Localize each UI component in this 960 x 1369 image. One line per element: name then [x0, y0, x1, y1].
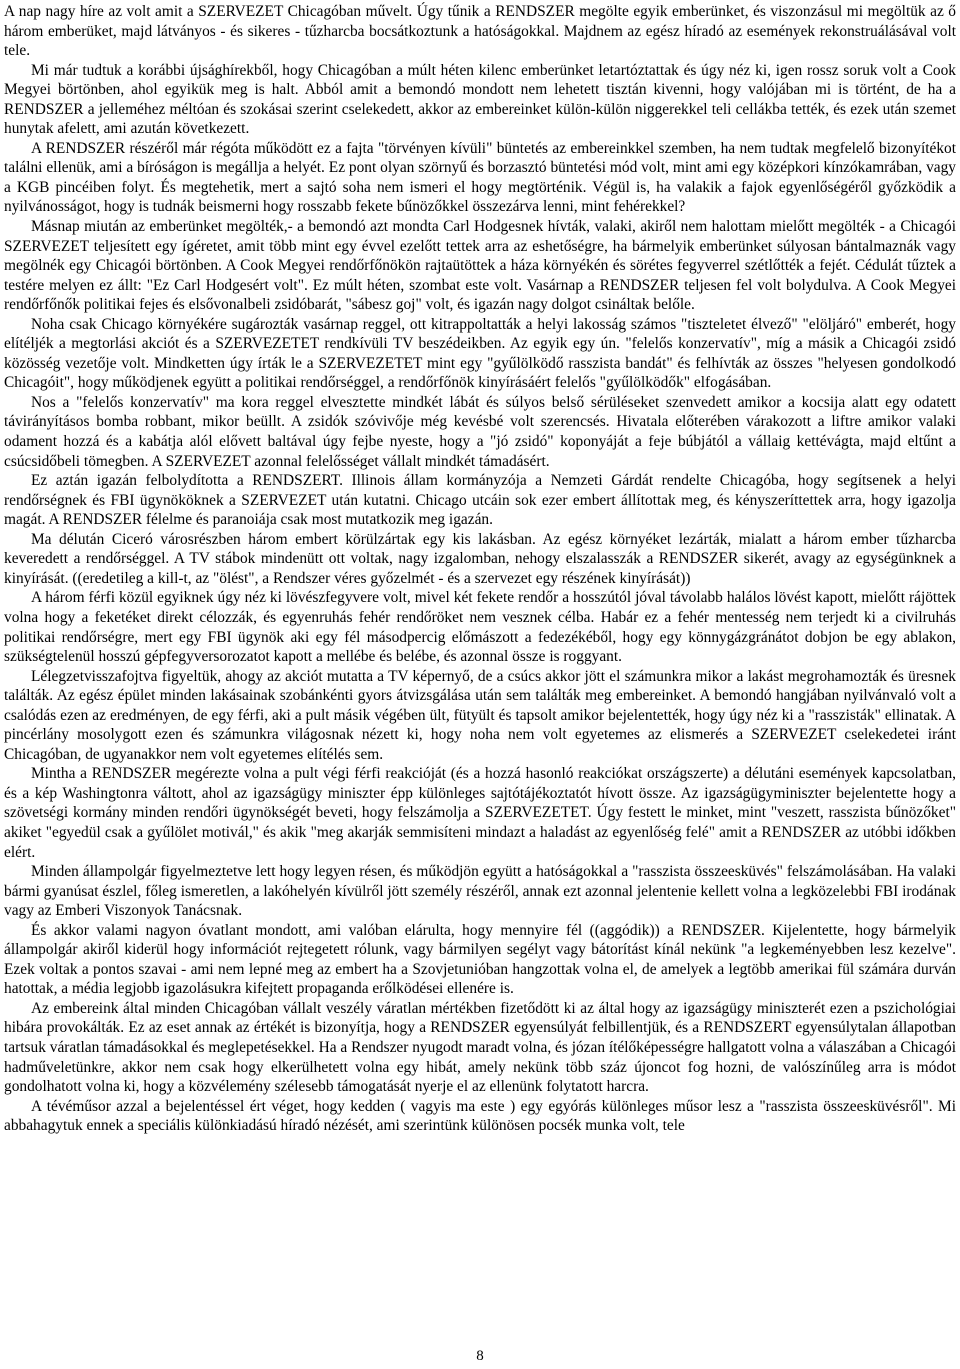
paragraph: A nap nagy híre az volt amit a SZERVEZET Chicagóban művelt. Úgy tűnik a RENDSZER megölte egyik emberünket, és viszonzásul mi megöltük az ő három emberüket, majd látványos - és sikeres - tűzharcba bocsátkoztunk a hatóságokkal. Majdnem az egész híradó az események rekonstruálásával volt tele.: [4, 3, 956, 60]
paragraph: Az embereink által minden Chicagóban vállalt veszély váratlan mértékben fizetődött ki az által hogy az igazságügy miniszterét ezen a pszichológiai hibára provokálták. Ez az eset annak az értékét is bizonyítja, hogy a RENDSZER egyensúlyát felbillentjük, és a RENDSZERT egyensúlytalan állapotban tartsuk váratlan támadásokkal és meglepetésekkel. Ha a Rendszer nyugodt maradt volna, és józan ítélőképességre hallgatott volna a válaszában a Chicagói hadműveletünkre, akkor nem csak hogy elkerülhetett volna egy hibát, amely nekünk több száz újoncot fog hozni, de valószínűleg arra is módot gondolhatott volna ki, hogy a közvélemény szélesebb támogatását nyerje el az ellenünk folytatott harcra.: [4, 999, 956, 1096]
paragraph: Lélegzetvisszafojtva figyeltük, ahogy az akciót mutatta a TV képernyő, de a csúcs akkor jött el számunkra mikor a lakást megrohamozták és üresnek találták. Az egész épület minden lakásainak szobánkénti gyors átvizsgálása után sem találták meg embereinket. A bemondó hangjában nyilvánvaló volt a csalódás ezen az eredményen, de egy férfi, aki a pult másik végében ült, fütyült és tapsolt amikor bejelentették, hogy úgy néz ki a "rasszisták" ellinatak. A pincérlány mosolygott ezen és számunkra világosnak nézett ki, hogy noha nem volt egyetemes az elismerés a SZERVEZET cselekedetei iránt Chicagóban, de ugyanakkor nem volt egyetemes elítélés sem.: [4, 667, 956, 763]
paragraph: Mi már tudtuk a korábbi újsághírekből, hogy Chicagóban a múlt héten kilenc emberünket letartóztattak és úgy néz ki, igen rossz soruk volt a Cook Megyei börtönben, ahol egyikük meg is halt. Abból amit a bemondó mondott nem lehetett tisztán kivenni, hogy valójában mi is történt, de ha a RENDSZER a jelleméhez méltóan és szokásai szerint cselekedett, akkor az embereinket külön-külön niggerekkel teli cellákba tették, és ezek után szemet hunytak afelett, ami azután következett.: [4, 61, 956, 138]
paragraph: Mintha a RENDSZER megérezte volna a pult végi férfi reakcióját (és a hozzá hasonló reakciókat országszerte) a délutáni események kapcsolatban, és a kép Washingtonra váltott, ahol az igazságügy miniszter épp különleges sajtótájékoztatót hívott össze. Az igazságügyminiszter bejelentette hogy a szövetségi kormány minden rendőri ügynökségét beveti, hogy felszámolja a SZERVEZETET. Úgy festett le minket, mint "veszett, rasszista bűnözőket" akiket "egyedül csak a gyűlölet motivál," és akik "meg akarják semmisíteni mindazt a haladást az egyenlőség felé" amit a RENDSZER az utóbbi időkben elért.: [4, 765, 956, 861]
document-page: [4, 2, 956, 1136]
paragraph: Ma délután Ciceró városrészben három embert körülzártak egy kis lakásban. Az egész környéket lezárták, mialatt a három ember tűzharcba keveredett a rendőrséggel. A TV stábok mindenütt ott voltak, nagy izgalomban, nehogy elszalasszák a RENDSZER sikerét, avagy az egységünknek a kinyírását. ((eredetileg a kill-t, az "ölést", a Rendszer véres győzelmét - és a szervezet egy részének kinyírását)): [4, 530, 956, 587]
paragraph: Noha csak Chicago környékére sugározták vasárnap reggel, ott kitrappoltatták a helyi lakosság számos "tiszteletet élvező" "elöljáró" emberét, hogy elítéljék a megtorlási akciót és a SZERVEZETET rendkívüli TV beszédeikben. Az egyik egy ún. "felelős konzervatív", míg a másik a Chicagói zsidó közösség vezetője volt. Mindketten úgy írták le a SZERVEZETET mint egy "gyűlölködő rasszista bandát" és felhívták az összes "helyesen gondolkodó Chicagóit", hogy működjenek együtt a politikai rendőrséggel, a rendőrfőnök kinyírásáért felelős "gyűlölködők" elfogásában.: [4, 315, 956, 392]
paragraph: A három férfi közül egyiknek úgy néz ki lövészfegyvere volt, mivel két fekete rendőr a hosszútól jóval távolabb halálos lövést kapott, mielőtt rájöttek volna hogy a feketéket direkt célozzák, és egyenruhás fehér rendőröket nem vesznek célba. Habár ez a fehér mentesség nem terjedt ki a civilruhás politikai rendőrségre, mert egy FBI ügynök aki egy fél másodpercig előmászott a fedezékéből, hogy egy könnygázgránátot dobjon be egy ablakon, szükségtelenül hosszú gépfegyversorozatot kapott a mellébe és belébe, és azonnal össze is roggyant.: [4, 589, 956, 666]
page-number: 8: [476, 1348, 484, 1364]
paragraph: A tévéműsor azzal a bejelentéssel ért véget, hogy kedden ( vagyis ma este ) egy egyórás különleges műsor lesz a "rasszista összeesküvésről". Mi abbahagytuk ennek a speciális különkiadású híradó nézését, ami szerintünk különösen pocsék munka volt, tele: [4, 1097, 956, 1135]
paragraph: Nos a "felelős konzervatív" ma kora reggel elvesztette mindkét lábát és súlyos belső sérüléseket szenvedett amikor a kocsija alatt egy odatett távirányításos bomba robbant, mikor beüllt. A zsidók szóvivője még kevésbé volt szerencsés. Hivatala előterében várakozott a liftre amikor valaki odament hozzá és a kabátja alól elővett baltával úgy fejbe nyeste, hogy a "jó zsidó" koponyáját a feje búbjától a vállaig kettévágta, majd eltűnt a csúcsidőbeli tömegben. A SZERVEZET azonnal felelősséget vállalt mindkét támadásért.: [4, 393, 956, 470]
paragraph: Minden állampolgár figyelmeztetve lett hogy legyen résen, és működjön együtt a hatóságokkal a "rasszista összeesküvés" felszámolásában. Ha valaki bármi gyanúsat észlel, főleg ismeretlen, a lakóhelyén kívülről jött személy részéről, annak ezt azonnal jelentenie kellett volna a legközelebbi FBI irodának vagy az Emberi Viszonyok Tanácsnak.: [4, 863, 956, 920]
paragraph: Ez aztán igazán felbolydította a RENDSZERT. Illinois állam kormányzója a Nemzeti Gárdát rendelte Chicagóba, hogy segítsenek a helyi rendőrségnek és FBI ügynököknek a SZERVEZET után kutatni. Chicago utcáin sok ezer embert állítottak meg, és kényszeríttettek arra, hogy igazolja magát. A RENDSZER félelme és paranoiája csak most mutatkozik meg igazán.: [4, 472, 956, 529]
paragraph: Másnap miután az emberünket megölték,- a bemondó azt mondta Carl Hodgesnek hívták, valaki, akiről nem halottam mielőtt megölték - a Chicagói SZERVEZET teljesített egy ígéretet, amit több mint egy évvel ezelőtt tettek arra az eshetőségre, ha bármelyik emberünket súlyosan bántalmaznák vagy megölnék egy Chicagói börtönben. A Cook Megyei rendőrfőnökön rajtaütöttek a háza környékén és sörétes fegyverrel szétlőtték a fejét. Cédulát tűztek a testére melyen ez állt: "Ez Carl Hodgesért volt". Ez múlt héten, szombat este volt. Vasárnap a RENDSZER teljesen fel volt bolydulva. A Cook Megyei rendőrfőnők politikai fejes és elsővonalbeli zsidóbarát, "sábesz goj" volt, és igazán nagy dolgot csináltak belőle.: [4, 218, 956, 314]
paragraph: A RENDSZER részéről már régóta működött ez a fajta "törvényen kívüli" büntetés az embereinkkel szemben, ha nem tudtak megfelelő bizonyítékot találni ellenük, ami a bíróságon is megállja a helyét. Ez pont olyan szörnyű és borzasztó büntetési mód volt, mint ami egy középkori kínzókamrában, vagy a KGB pincéiben folyt. És megtehetik, mert a sajtó soha nem ismeri el hogy megtörténik. Végül is, ha valakik a fajok egyenlőségéről győzködik a nyilvánosságot, hogy is tudnák beismerni hogy rosszabb fekete bűnözőkkel összezárva lenni, mint fehérekkel?: [4, 139, 956, 216]
paragraph: És akkor valami nagyon óvatlant mondott, ami valóban elárulta, hogy mennyire fél ((aggódik)) a RENDSZER. Kijelentette, hogy bármelyik állampolgár akiről kiderül hogy információt rejtegetett rólunk, vagy bármilyen segélyt vagy bátorítást kínál nekünk "a legkeményebben lesz kezelve". Ezek voltak a pontos szavai - ami nem lepné meg az embert ha a Szovjetunióban hangzottak volna el, de amelyek a legtöbb amerikai fül számára durván hatottak, a média legjobb igazolásukra kifejtett propaganda erőlködései ellenére is.: [4, 921, 956, 998]
